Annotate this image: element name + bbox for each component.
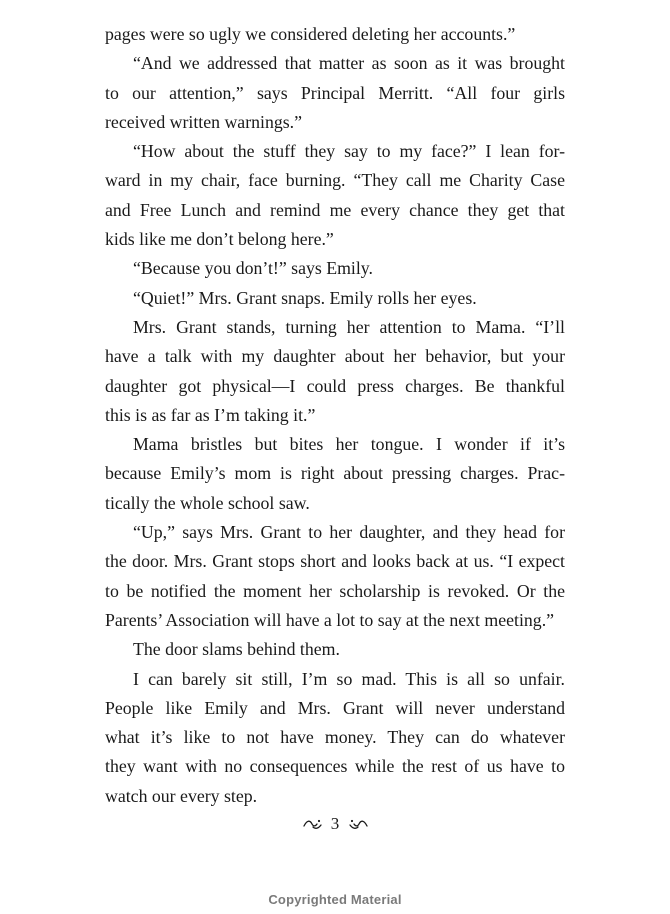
- copyright-notice: Copyrighted Material: [268, 892, 402, 907]
- text-line: Mama bristles but bites her tongue. I wonder if it’s: [133, 434, 565, 455]
- body-text: [105, 20, 565, 811]
- text-line: “How about the stuff they say to my face?” I lean for-: [133, 141, 565, 162]
- text-line: because Emily’s mom is right about pressing charges. Prac-: [105, 463, 565, 484]
- text-line: this is as far as I’m taking it.”: [105, 404, 316, 425]
- text-line: to be notified the moment her scholarship is revoked. Or the: [105, 580, 565, 601]
- text-line: received written warnings.”: [105, 111, 302, 132]
- text-line: “Quiet!” Mrs. Grant snaps. Emily rolls her eyes.: [133, 287, 477, 308]
- text-line: have a talk with my daughter about her behavior, but your: [105, 346, 565, 367]
- text-line: The door slams behind them.: [133, 639, 340, 660]
- text-line: pages were so ugly we considered deleting her accounts.”: [105, 24, 516, 44]
- page-folio: [0, 814, 670, 835]
- text-line: the door. Mrs. Grant stops short and looks back at us. “I expect: [105, 551, 565, 572]
- right-ornament-icon: [348, 815, 368, 835]
- text-line: kids like me don’t belong here.”: [105, 229, 334, 250]
- text-line: Parents’ Association will have a lot to say at the next meeting.”: [105, 609, 555, 630]
- text-line: People like Emily and Mrs. Grant will never understand: [105, 697, 565, 718]
- text-line: “Up,” says Mrs. Grant to her daughter, and they head for: [133, 522, 565, 543]
- text-line: “And we addressed that matter as soon as it was brought: [133, 53, 565, 74]
- text-line: Mrs. Grant stands, turning her attention to Mama. “I’ll: [133, 316, 565, 337]
- text-line: ward in my chair, face burning. “They call me Charity Case: [105, 170, 565, 191]
- text-line: tically the whole school saw.: [105, 492, 310, 513]
- text-line: they want with no consequences while the rest of us have to: [105, 756, 565, 777]
- text-line: daughter got physical—I could press charges. Be thankful: [105, 375, 565, 396]
- text-line: “Because you don’t!” says Emily.: [133, 258, 373, 279]
- text-line: watch our every step.: [105, 785, 258, 806]
- text-line: and Free Lunch and remind me every chance they get that: [105, 199, 565, 220]
- page-number: 3: [330, 814, 340, 833]
- left-ornament-icon: [303, 815, 323, 835]
- text-line: I can barely sit still, I’m so mad. This is all so unfair.: [133, 668, 565, 689]
- text-line: to our attention,” says Principal Merritt. “All four girls: [105, 82, 565, 103]
- text-line: what it’s like to not have money. They can do whatever: [105, 727, 565, 748]
